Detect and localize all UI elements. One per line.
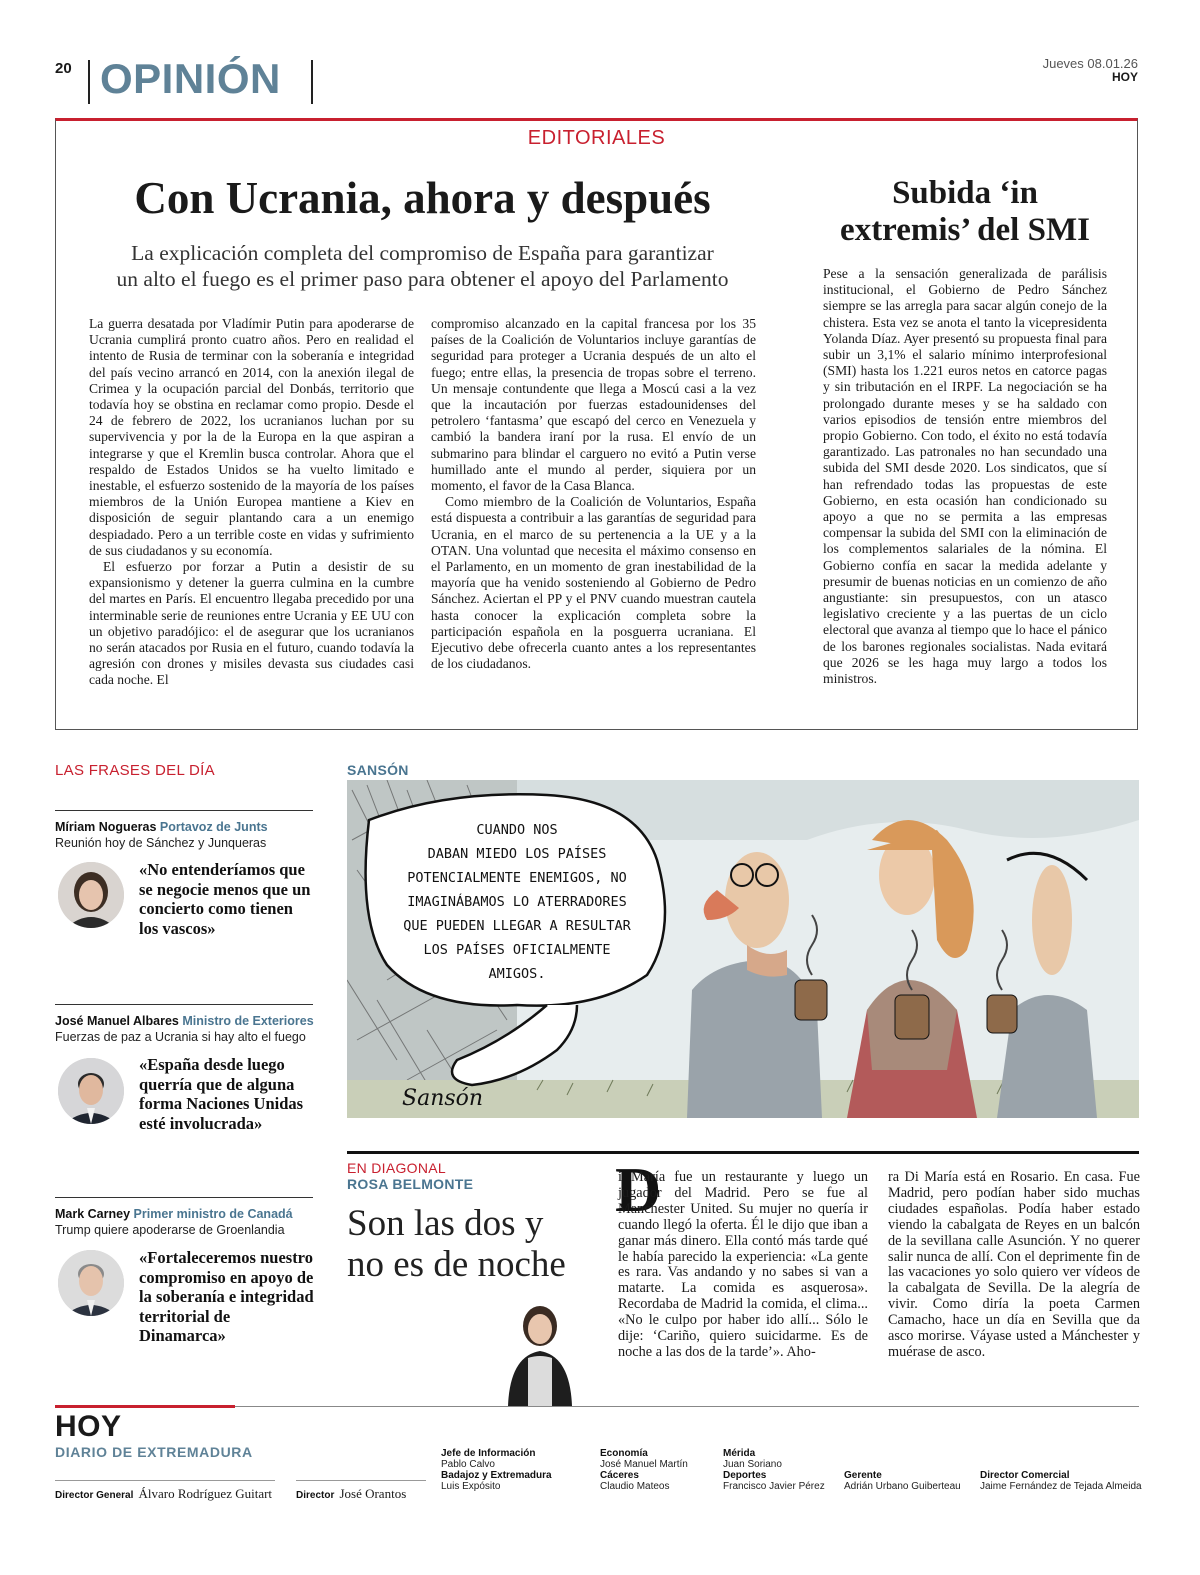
staff-label: Gerente — [844, 1470, 882, 1481]
column-paragraph: i María fue un restaurante y luego un jugador del Madrid. Pero se fue al Manchester United. Su mujer no quería ir cuando llegó la oferta. Él le dijo que iban a ganar más dinero. Ella contó más tarde qué le había parecido la experiencia: «La gente es rara. Vas andando y no sabes si van a matarte. La comida es asquerosa». Recordaba de Madrid la comida, el clima... «No le culpo por haber ido allí... Sólo le dije: ‘Cariño, quiero suicidarme. Es de noche a las dos de la tarde’». Aho- — [618, 1169, 868, 1360]
bubble-line: LOS PAÍSES OFICIALMENTE — [423, 942, 611, 958]
frase-divider — [55, 1197, 313, 1198]
column-text-2 — [888, 1170, 1140, 1361]
frase-speaker-role: Ministro de Exteriores — [182, 1014, 314, 1028]
masthead-logo: HOY — [55, 1410, 122, 1443]
staff-name: Claudio Mateos — [600, 1481, 670, 1492]
editorial-column-1 — [89, 316, 414, 689]
avatar — [58, 1058, 124, 1124]
column-title-line1: Son las dos y — [347, 1203, 544, 1244]
editorial-headline: Con Ucrania, ahora y después — [134, 173, 711, 223]
staff-name: Jaime Fernández de Tejada Almeida — [980, 1481, 1142, 1492]
masthead-rule — [55, 1405, 235, 1408]
editorial-paragraph: El esfuerzo por forzar a Putin a desistir de su expansionismo y detener la guerra culmina en la cumbre del martes en París. El encuentro llegaba precedido por una interminable serie de reuniones entre Ucrania y EE UU con un objetivo paradójico: el de asegurar que los ucranianos no serán atacados por Rusia en el futuro, cuando todavía la agresión con drones y misiles devasta sus ciudades casi cada noche. El — [89, 559, 414, 688]
director — [296, 1480, 426, 1502]
header-paper: HOY — [1111, 70, 1138, 84]
column-dropcap: D — [615, 1154, 662, 1225]
header-date: Jueves 08.01.26 — [1042, 56, 1138, 71]
avatar — [58, 862, 124, 928]
column-title — [347, 1203, 607, 1285]
bubble-line: DABAN MIEDO LOS PAÍSES — [427, 846, 607, 862]
bubble-line: POTENCIALMENTE ENEMIGOS, NO — [407, 870, 627, 886]
staff-name: José Manuel Martín — [600, 1459, 688, 1470]
staff-name: Juan Soriano — [723, 1459, 782, 1470]
author-portrait-icon — [500, 1296, 580, 1406]
bubble-line: AMIGOS. — [488, 966, 546, 982]
staff-block — [600, 1448, 688, 1492]
frase-quote: «España desde luego querría que de alguna forma Naciones Unidas esté involucrada» — [139, 1055, 304, 1133]
frase-quote: «Fortaleceremos nuestro compromiso en apoyo de la soberanía e integridad territorial de Dinamarca» — [139, 1248, 314, 1345]
side-editorial-body — [823, 266, 1107, 687]
frase-quote: «No entenderíamos que se negocie menos que un concierto como tienen los vascos» — [139, 860, 311, 938]
header-divider-right — [311, 60, 313, 104]
avatar — [500, 1296, 580, 1406]
frase-speaker — [55, 820, 315, 834]
director-name: José Orantos — [339, 1486, 407, 1501]
staff-block — [844, 1470, 961, 1492]
editorial-subtitle-line1: La explicación completa del compromiso de España para garantizar — [131, 241, 714, 265]
frase-speaker-role: Primer ministro de Canadá — [133, 1207, 293, 1221]
cartoon-label: SANSÓN — [347, 762, 409, 778]
frase-speaker-name: Míriam Nogueras — [55, 820, 157, 834]
column-author: ROSA BELMONTE — [347, 1176, 474, 1192]
portrait-icon — [58, 1058, 124, 1124]
staff-label: Cáceres — [600, 1470, 639, 1481]
side-editorial-paragraph: Pese a la sensación generalizada de parálisis institucional, el Gobierno de Pedro Sánchez siempre se las arregla para sacar algún conejo de la chistera. Esta vez se anota el tanto la vicepresidenta Yolanda Díaz. Ayer presentó su propuesta final para subir un 3,1% el salario mínimo interprofesional (SMI) hasta los 1.221 euros netos en catorce pagas y sin tributación en el IRPF. La negociación se ha prolongado durante meses y se ha saldado con varios episodios de tensión entre miembros del propio Gobierno. Con todo, el éxito no está todavía garantizado. Las patronales no han secundado una subida del SMI desde 2020. Los sindicatos, que sí han refrendado todas las propuestas de este Gobierno, en esta ocasión han condicionado su apoyo a que no se permita a las empresas compensar la subida del SMI con la eliminación de los complementos salariales de la nómina. El Gobierno confía en sacar la medida adelante y presumir de buenas noticias en un comienzo de año angustiante: sin presupuestos, con un atasco legislativo creciente y a las puertas de un ciclo electoral que avanza al tiempo que lo hace el pánico de los barones regionales socialistas. Nada evitará que 2026 se les haga muy largo a todos los ministros. — [823, 266, 1107, 687]
director-general-label: Director General — [55, 1490, 134, 1501]
cartoon — [347, 780, 1139, 1118]
page-number: 20 — [55, 60, 72, 77]
masthead-rule-thin — [235, 1406, 1139, 1407]
portrait-icon — [58, 1250, 124, 1316]
column-title-line2: no es de noche — [347, 1244, 566, 1285]
editorials-label: EDITORIALES — [527, 127, 666, 149]
editorial-subtitle — [60, 240, 785, 292]
staff-name: Luis Expósito — [441, 1481, 501, 1492]
editorial-paragraph: Como miembro de la Coalición de Voluntarios, España está dispuesta a contribuir a las garantías de seguridad para Ucrania, en el marco de su pertenencia a la UE y a la OTAN. Una voluntad que necesita el máximo consenso en el Parlamento, en un momento de gran inestabilidad de la mayoría que ha venido sosteniendo al Gobierno de Pedro Sánchez. Aciertan el PP y el PNV cuando muestran cautela hasta conocer la explicación completa sobre la participación española en la posguerra ucraniana. El Ejecutivo debe ofrecerla cuanto antes a los representantes de los ciudadanos. — [431, 494, 756, 672]
staff-block — [441, 1448, 552, 1492]
frase-speaker — [55, 1207, 325, 1221]
side-editorial-headline — [805, 175, 1125, 249]
frase-speaker-name: José Manuel Albares — [55, 1014, 179, 1028]
section-title: OPINIÓN — [100, 55, 281, 102]
frase-speaker-name: Mark Carney — [55, 1207, 131, 1221]
frase-divider — [55, 1004, 313, 1005]
avatar — [58, 1250, 124, 1316]
frase-context: Reunión hoy de Sánchez y Junqueras — [55, 836, 267, 850]
speech-bubble-text — [387, 818, 647, 986]
column-paragraph: ra Di María está en Rosario. En casa. Fue Madrid, pero podían haber sido muchas ciudades españolas. Podía haber estado viendo la cabalgata de Reyes en un balcón de la sevillana calle Asunción. Y no querer salir nunca de allí. Con el deprimente fin de las vacaciones yo solo quiero ver vídeos de la cabalgata de Sevilla. De la alegría de vivir. Como diría la poeta Carmen Camacho, hace un día en Sevilla que da asco morirse. Váyase usted a Mánchester y muérase de asco. — [888, 1169, 1140, 1360]
staff-label: Deportes — [723, 1470, 767, 1481]
portrait-icon — [58, 862, 124, 928]
bubble-line: QUE PUEDEN LLEGAR A RESULTAR — [403, 918, 631, 934]
staff-name: Francisco Javier Pérez — [723, 1481, 825, 1492]
staff-label: Mérida — [723, 1448, 756, 1459]
frase-context: Trump quiere apoderarse de Groenlandia — [55, 1223, 285, 1237]
staff-label: Badajoz y Extremadura — [441, 1470, 552, 1481]
staff-name: Pablo Calvo — [441, 1459, 495, 1470]
frase-speaker — [55, 1014, 325, 1028]
column-text-1 — [618, 1170, 868, 1361]
staff-label: Economía — [600, 1448, 648, 1459]
editorial-subtitle-line2: un alto el fuego es el primer paso para obtener el apoyo del Parlamento — [116, 267, 729, 291]
column-kicker: EN DIAGONAL — [347, 1160, 446, 1176]
editorial-paragraph: compromiso alcanzado en la capital francesa por los 35 países de la Coalición de Voluntarios incluye garantías de seguridad para proteger a Ucrania después de un alto el fuego; entre ellas, la presencia de tropas sobre el terreno. Un mensaje contundente que llega a Moscú casi a la vez que la incautación por fuerzas estadounidenses del petrolero ‘fantasma’ que escapó del cerco en Venezuela y cambió la bandera iraní por la rusa. El envío de un submarino para blindar el carguero no evitó a Putin verse humillado ante el mundo al perder, siquiera por un momento, el favor de la Casa Blanca. — [431, 316, 756, 494]
editorial-column-2 — [431, 316, 756, 672]
header-divider — [88, 60, 90, 104]
director-label: Director — [296, 1490, 335, 1501]
director-general-name: Álvaro Rodríguez Guitart — [138, 1486, 273, 1501]
staff-label: Jefe de Información — [441, 1448, 536, 1459]
frases-label: LAS FRASES DEL DÍA — [55, 762, 215, 779]
bubble-line: CUANDO NOS — [476, 822, 558, 838]
bubble-line: IMAGINÁBAMOS LO ATERRADORES — [407, 894, 627, 910]
side-headline-line1: Subida ‘in — [892, 175, 1038, 211]
frase-divider — [55, 810, 313, 811]
cartoon-signature: Sansón — [402, 1086, 484, 1111]
staff-block — [980, 1470, 1142, 1492]
staff-name: Adrián Urbano Guiberteau — [844, 1481, 961, 1492]
director-general — [55, 1480, 275, 1502]
editorial-paragraph: La guerra desatada por Vladímir Putin para apoderarse de Ucrania cumplirá pronto cuatro años. Pero en realidad el intento de Rusia de terminar con la soberanía e integridad del país vecino arrancó en 2014, con la anexión ilegal de Crimea y la ocupación parcial del Donbás, territorio que todavía hoy se obstina en reclamar como propio. Desde el 24 de febrero de 2022, los ucranianos luchan por su supervivencia y por la de la Europa en la que aspiran a integrarse y que el Kremlin busca controlar. Ahora que el respaldo de Estados Unidos se ha vuelto limitado e inestable, el esfuerzo sostenido de la mayoría de los países miembros de la Unión Europea mantiene a Kiev en disposición de seguir plantando cara a un enemigo despiadado. Pero a un terrible coste en vidas y sufrimiento de sus ciudadanos y su economía. — [89, 316, 414, 558]
column-divider — [347, 1151, 1139, 1154]
masthead-subtitle: DIARIO DE EXTREMADURA — [55, 1444, 253, 1460]
staff-block — [723, 1448, 825, 1492]
frase-context: Fuerzas de paz a Ucrania si hay alto el fuego — [55, 1030, 306, 1044]
staff-label: Director Comercial — [980, 1470, 1070, 1481]
frase-speaker-role: Portavoz de Junts — [159, 820, 268, 834]
side-headline-line2: extremis’ del SMI — [840, 212, 1090, 248]
